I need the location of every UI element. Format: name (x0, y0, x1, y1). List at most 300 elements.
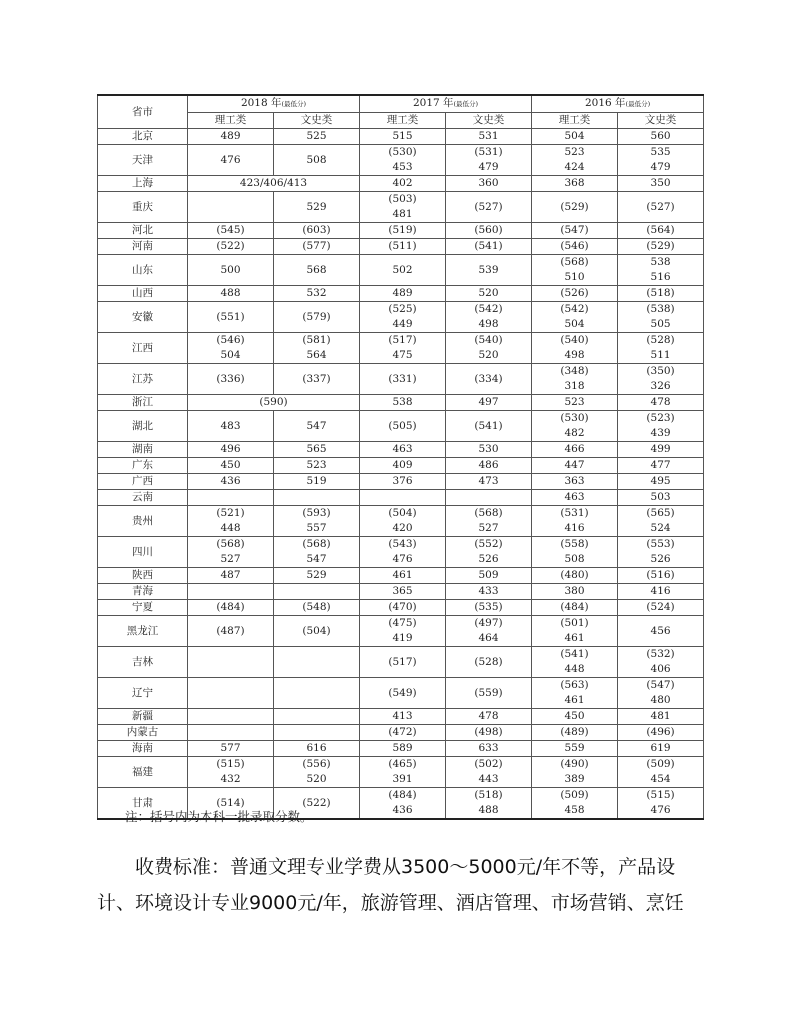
score-value: (489) (560, 726, 589, 738)
score-cell (532, 239, 618, 255)
score-cell (446, 506, 532, 537)
score-value: 504 (564, 318, 585, 330)
table-row (98, 176, 704, 192)
table-row (98, 600, 704, 616)
score-cell (274, 145, 360, 176)
score-cell (188, 678, 274, 709)
sci-header: 理工类 (188, 113, 274, 129)
score-cell (188, 442, 274, 458)
table-row (98, 678, 704, 709)
score-cell (274, 458, 360, 474)
score-cell (618, 458, 704, 474)
score-value: 443 (478, 773, 499, 785)
province-cell: 甘肃 (98, 788, 188, 820)
score-value: (337) (302, 372, 331, 385)
score-cell (446, 757, 532, 788)
score-cell (360, 286, 446, 302)
score-cell (618, 286, 704, 302)
table-row (98, 616, 704, 647)
score-cell (188, 364, 274, 395)
score-cell (618, 725, 704, 741)
score-value: 499 (650, 443, 671, 455)
score-value: (530) (560, 412, 589, 424)
score-value: 525 (306, 130, 327, 142)
province-cell: 河南 (98, 239, 188, 255)
score-cell (532, 302, 618, 333)
score-value: (558) (560, 538, 589, 550)
score-value: (480) (560, 569, 589, 581)
score-value: 500 (220, 263, 241, 276)
sci-header: 理工类 (532, 113, 618, 129)
table-row (98, 442, 704, 458)
score-value: 409 (392, 459, 413, 471)
score-value: 527 (478, 522, 499, 534)
score-value: 577 (220, 742, 241, 754)
table-row (98, 239, 704, 255)
score-value: (540) (560, 334, 589, 346)
score-value: 479 (650, 161, 671, 173)
table-row (98, 725, 704, 741)
score-value: 480 (650, 694, 671, 706)
score-value: (527) (646, 200, 675, 213)
score-value: (593) (302, 507, 331, 519)
score-cell (274, 474, 360, 490)
table-row (98, 364, 704, 395)
score-value: (565) (646, 507, 675, 519)
score-value: (523) (646, 412, 675, 424)
score-value: (547) (646, 679, 675, 691)
score-cell (188, 411, 274, 442)
score-value: (577) (302, 240, 331, 252)
score-value: 424 (564, 161, 585, 173)
score-value: (568) (560, 256, 589, 268)
score-value: 476 (220, 153, 241, 166)
score-value: 481 (392, 208, 413, 220)
score-value: 420 (392, 522, 413, 534)
score-cell (618, 129, 704, 145)
score-value: 406 (650, 663, 671, 675)
score-cell (274, 286, 360, 302)
score-cell (446, 223, 532, 239)
score-value: 376 (392, 475, 413, 487)
score-cell (532, 333, 618, 364)
score-value: (511) (388, 240, 417, 252)
score-cell (532, 474, 618, 490)
score-value: 529 (306, 569, 327, 581)
score-value: (501) (560, 617, 589, 629)
score-value: 318 (564, 380, 585, 392)
score-value: (504) (302, 624, 331, 637)
score-value: (531) (474, 146, 503, 158)
score-value: (542) (474, 303, 503, 315)
table-row (98, 537, 704, 568)
province-cell: 广东 (98, 458, 188, 474)
province-cell: 云南 (98, 490, 188, 506)
score-cell (274, 741, 360, 757)
score-cell (532, 709, 618, 725)
score-value: 565 (306, 443, 327, 455)
score-value: (484) (216, 601, 245, 613)
score-value: 450 (564, 710, 585, 722)
score-value: 461 (392, 569, 413, 581)
score-value: (529) (560, 200, 589, 213)
score-cell (446, 364, 532, 395)
score-cell (618, 788, 704, 820)
table-row (98, 145, 704, 176)
province-cell: 山东 (98, 255, 188, 286)
score-value: 483 (220, 419, 241, 432)
score-cell-2018-merged: (590) (188, 395, 360, 411)
province-cell: 新疆 (98, 709, 188, 725)
score-value: 508 (564, 553, 585, 565)
score-value: 473 (478, 475, 499, 487)
score-value: 531 (478, 130, 499, 142)
score-value: (528) (646, 334, 675, 346)
score-value: 489 (392, 287, 413, 299)
score-value: (556) (302, 758, 331, 770)
score-cell (446, 678, 532, 709)
score-value: 547 (306, 419, 327, 432)
province-cell: 江苏 (98, 364, 188, 395)
score-cell (274, 302, 360, 333)
score-value: (541) (474, 240, 503, 252)
score-value: 504 (220, 349, 241, 361)
table-body (98, 129, 704, 820)
score-cell (188, 506, 274, 537)
score-value: 497 (478, 396, 499, 408)
score-value: 439 (650, 427, 671, 439)
score-value: 510 (564, 271, 585, 283)
score-value: (603) (302, 224, 331, 236)
score-value: 475 (392, 349, 413, 361)
score-value: (549) (388, 686, 417, 699)
score-value: 523 (306, 459, 327, 471)
score-value: (538) (646, 303, 675, 315)
province-cell: 山西 (98, 286, 188, 302)
score-value: (564) (646, 224, 675, 236)
score-cell (532, 584, 618, 600)
score-value: 559 (564, 742, 585, 754)
province-cell: 辽宁 (98, 678, 188, 709)
score-value: 482 (564, 427, 585, 439)
score-cell (618, 411, 704, 442)
score-cell (532, 741, 618, 757)
score-value: (526) (560, 287, 589, 299)
score-value: (518) (474, 789, 503, 801)
score-cell (446, 584, 532, 600)
score-cell (446, 474, 532, 490)
score-cell (188, 647, 274, 678)
province-cell: 宁夏 (98, 600, 188, 616)
score-cell (446, 709, 532, 725)
score-cell (188, 302, 274, 333)
score-value: 466 (564, 443, 585, 455)
score-cell (360, 364, 446, 395)
score-cell (360, 239, 446, 255)
score-cell (446, 239, 532, 255)
score-cell (274, 600, 360, 616)
score-cell (618, 568, 704, 584)
score-value: (498) (474, 726, 503, 738)
score-cell (446, 490, 532, 506)
score-cell (532, 600, 618, 616)
score-cell (274, 647, 360, 678)
score-value: (505) (388, 419, 417, 432)
score-value: (579) (302, 310, 331, 323)
province-cell: 浙江 (98, 395, 188, 411)
score-cell (532, 678, 618, 709)
score-cell (360, 788, 446, 820)
arts-header: 文史类 (618, 113, 704, 129)
score-cell (274, 411, 360, 442)
score-cell (532, 647, 618, 678)
score-value: 508 (306, 153, 327, 166)
score-cell (446, 788, 532, 820)
score-value: (541) (474, 419, 503, 432)
score-value: 448 (564, 663, 585, 675)
province-cell: 广西 (98, 474, 188, 490)
score-cell (188, 255, 274, 286)
year-2017-header: 2017 年(最低分) (360, 95, 532, 113)
table-row (98, 757, 704, 788)
score-cell (188, 568, 274, 584)
score-cell (618, 709, 704, 725)
table-row (98, 255, 704, 286)
score-cell (360, 333, 446, 364)
score-value: 498 (564, 349, 585, 361)
score-value: (560) (474, 224, 503, 236)
score-value: (490) (560, 758, 589, 770)
score-cell (618, 678, 704, 709)
score-value: 416 (650, 585, 671, 597)
score-value: 476 (650, 804, 671, 816)
score-cell (446, 176, 532, 192)
score-value: 456 (650, 624, 671, 637)
score-cell (532, 145, 618, 176)
province-cell: 重庆 (98, 192, 188, 223)
score-value: 538 (650, 256, 671, 268)
score-cell (188, 616, 274, 647)
score-value: 539 (478, 263, 499, 276)
score-value: (517) (388, 334, 417, 346)
score-value: (522) (302, 796, 331, 809)
score-value: 560 (650, 130, 671, 142)
score-cell (274, 364, 360, 395)
score-value: (475) (388, 617, 417, 629)
score-cell (360, 506, 446, 537)
score-cell (274, 757, 360, 788)
score-value: 532 (306, 287, 327, 299)
score-value: (525) (388, 303, 417, 315)
score-cell (618, 506, 704, 537)
score-cell (618, 145, 704, 176)
score-cell (532, 537, 618, 568)
score-value: (521) (216, 507, 245, 519)
province-cell: 江西 (98, 333, 188, 364)
score-value: 633 (478, 742, 499, 754)
score-value: (532) (646, 648, 675, 660)
score-value: 523 (564, 146, 585, 158)
score-value: (515) (216, 758, 245, 770)
score-cell (274, 442, 360, 458)
score-cell (532, 192, 618, 223)
score-cell (188, 474, 274, 490)
score-value: 454 (650, 773, 671, 785)
score-value: 365 (392, 585, 413, 597)
score-value: 477 (650, 459, 671, 471)
province-cell: 湖北 (98, 411, 188, 442)
score-cell (618, 490, 704, 506)
score-value: (546) (216, 334, 245, 346)
score-value: (542) (560, 303, 589, 315)
score-value: (334) (474, 372, 503, 385)
score-cell (446, 458, 532, 474)
score-value: (509) (646, 758, 675, 770)
table-row (98, 223, 704, 239)
score-cell (446, 741, 532, 757)
score-value: (551) (216, 310, 245, 323)
score-value: (547) (560, 224, 589, 236)
score-value: (552) (474, 538, 503, 550)
score-value: 520 (478, 287, 499, 299)
score-value: (484) (560, 601, 589, 613)
score-value: (563) (560, 679, 589, 691)
score-value: 487 (220, 569, 241, 581)
score-cell (274, 223, 360, 239)
table-row (98, 333, 704, 364)
score-value: (581) (302, 334, 331, 346)
score-cell (274, 584, 360, 600)
score-value: 478 (478, 710, 499, 722)
score-value: 503 (650, 491, 671, 503)
score-cell (532, 223, 618, 239)
score-value: 464 (478, 632, 499, 644)
score-cell (618, 223, 704, 239)
score-value: (519) (388, 224, 417, 236)
score-cell (446, 255, 532, 286)
score-cell (618, 333, 704, 364)
province-cell: 贵州 (98, 506, 188, 537)
score-value: 416 (564, 522, 585, 534)
score-value: 619 (650, 742, 671, 754)
arts-header: 文史类 (446, 113, 532, 129)
score-cell (188, 239, 274, 255)
score-value: 547 (306, 553, 327, 565)
score-value: 461 (564, 632, 585, 644)
score-value: 450 (220, 459, 241, 471)
table-row (98, 192, 704, 223)
score-cell (274, 129, 360, 145)
table-row (98, 458, 704, 474)
score-cell (446, 192, 532, 223)
score-value: (546) (560, 240, 589, 252)
score-cell (360, 600, 446, 616)
score-cell (274, 709, 360, 725)
score-value: (502) (474, 758, 503, 770)
score-cell (274, 333, 360, 364)
score-value: (465) (388, 758, 417, 770)
score-value: 535 (650, 146, 671, 158)
score-cell (274, 490, 360, 506)
score-value: 478 (650, 396, 671, 408)
score-cell (360, 584, 446, 600)
score-value: (509) (560, 789, 589, 801)
score-cell (274, 678, 360, 709)
score-cell (532, 442, 618, 458)
score-cell (360, 129, 446, 145)
score-value: 495 (650, 475, 671, 487)
score-value: (516) (646, 569, 675, 581)
score-value: 526 (650, 553, 671, 565)
score-value: 530 (478, 443, 499, 455)
score-cell (188, 709, 274, 725)
score-cell (446, 537, 532, 568)
score-value: (568) (216, 538, 245, 550)
score-cell (360, 741, 446, 757)
score-value: (496) (646, 726, 675, 738)
score-value: 504 (564, 130, 585, 142)
table-note: 注：括号内为本科一批录取分数。 (125, 809, 313, 824)
score-value: 479 (478, 161, 499, 173)
score-value: 496 (220, 443, 241, 455)
table-row (98, 411, 704, 442)
score-cell (188, 333, 274, 364)
score-cell-2018-merged: 423/406/413 (188, 176, 360, 192)
score-cell (188, 537, 274, 568)
admission-score-table (97, 94, 704, 820)
score-cell (360, 458, 446, 474)
score-value: (553) (646, 538, 675, 550)
province-cell: 吉林 (98, 647, 188, 678)
score-cell (618, 239, 704, 255)
score-value: (548) (302, 601, 331, 613)
score-value: 391 (392, 773, 413, 785)
score-value: 520 (478, 349, 499, 361)
score-cell (618, 600, 704, 616)
province-cell: 黑龙江 (98, 616, 188, 647)
score-cell (532, 255, 618, 286)
score-value: 523 (564, 396, 585, 408)
score-cell (618, 757, 704, 788)
score-cell (360, 678, 446, 709)
score-cell (188, 600, 274, 616)
table-row (98, 709, 704, 725)
province-header: 省市 (98, 95, 188, 129)
score-cell (618, 176, 704, 192)
score-cell (274, 239, 360, 255)
score-value: 402 (392, 177, 413, 189)
score-value: 448 (220, 522, 241, 534)
score-cell (360, 411, 446, 442)
score-value: (503) (388, 193, 417, 205)
score-cell (360, 176, 446, 192)
score-value: 413 (392, 710, 413, 722)
province-cell: 内蒙古 (98, 725, 188, 741)
score-value: (484) (388, 789, 417, 801)
score-cell (274, 568, 360, 584)
province-cell: 福建 (98, 757, 188, 788)
score-value: (348) (560, 365, 589, 377)
score-value: 458 (564, 804, 585, 816)
score-value: 616 (306, 742, 327, 754)
score-value: 516 (650, 271, 671, 283)
province-cell: 天津 (98, 145, 188, 176)
score-cell (446, 411, 532, 442)
score-cell (188, 286, 274, 302)
score-value: 488 (478, 804, 499, 816)
score-cell (274, 192, 360, 223)
arts-header: 文史类 (274, 113, 360, 129)
